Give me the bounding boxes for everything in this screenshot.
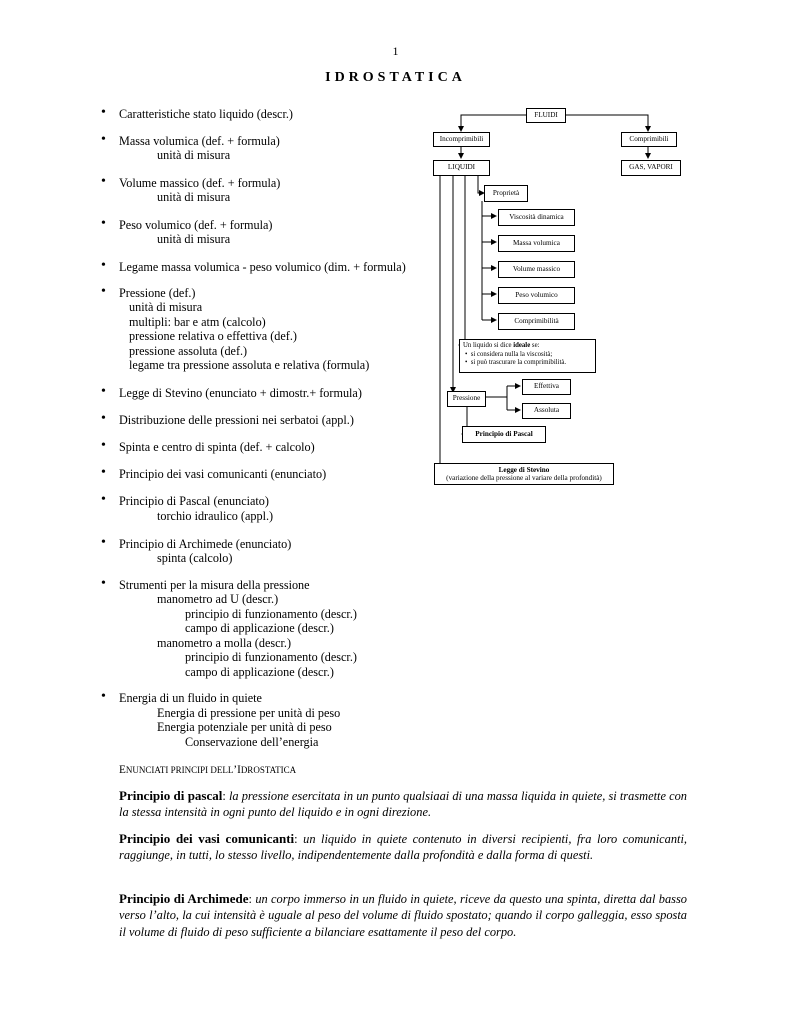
node-pressione: Pressione	[447, 391, 486, 407]
outline-subline: Conservazione dell’energia	[185, 735, 319, 749]
bullet: •	[101, 465, 106, 480]
bullet: •	[101, 174, 106, 189]
outline-subline: torchio idraulico (appl.)	[157, 509, 274, 523]
bullet: •	[101, 411, 106, 426]
bullet: •	[101, 284, 106, 299]
bullet: •	[101, 216, 106, 231]
outline-subline: Energia di pressione per unità di peso	[157, 706, 341, 720]
bullet: •	[101, 105, 106, 120]
bullet: •	[101, 384, 106, 399]
outline-subline: principio di funzionamento (descr.)	[185, 650, 357, 664]
outline-subline: pressione relativa o effettiva (def.)	[129, 329, 297, 343]
section-title	[119, 764, 296, 776]
outline-line: Principio dei vasi comunicanti (enunciato)	[119, 467, 327, 481]
node-proprieta: Proprietà	[484, 185, 528, 202]
outline-subline: unità di misura	[157, 190, 231, 204]
outline-line: Caratteristiche stato liquido (descr.)	[119, 107, 293, 121]
section-title-text-2: DROSTATICA	[240, 765, 297, 775]
principle-name: Principio dei vasi comunicanti	[119, 831, 295, 846]
node-peso-volumico: Peso volumico	[498, 287, 575, 304]
node-comprimibili: Comprimibili	[621, 132, 677, 147]
principle-separator: :	[222, 789, 229, 803]
node-incomprimibili: Incomprimibili	[433, 132, 490, 147]
section-title-initial-2: I	[237, 764, 241, 776]
node-viscosita: Viscosità dinamica	[498, 209, 575, 226]
outline-subline: manometro a molla (descr.)	[157, 636, 292, 650]
principle-text: la pressione esercitata in un punto qualsiaai di una massa liquida in quiete, si trasmette con la stessa intensità in ogni punto del liquido e in ogni direzione.	[119, 789, 687, 820]
outline-line: Peso volumico (def. + formula)	[119, 218, 273, 232]
outline-subline: campo di applicazione (descr.)	[185, 621, 334, 635]
outline-subline: Energia potenziale per unità di peso	[157, 720, 332, 734]
outline-line: Legame massa volumica - peso volumico (dim. + formula)	[119, 260, 406, 274]
outline-subline: legame tra pressione assoluta e relativa (formula)	[129, 358, 370, 372]
bullet: •	[101, 492, 106, 507]
node-liquido-ideale: Un liquido si dice ideale se: • si considera nulla la viscosità; • si può trascurare la comprimibilità.	[459, 339, 596, 373]
node-principio-pascal: Principio di Pascal	[462, 426, 546, 443]
outline-line: Legge di Stevino (enunciato + dimostr.+ formula)	[119, 386, 362, 400]
bullet: •	[101, 535, 106, 550]
bullet: •	[101, 132, 106, 147]
node-fluidi: FLUIDI	[526, 108, 566, 123]
bullet: •	[101, 689, 106, 704]
section-title-apostrophe: ’	[233, 764, 238, 776]
principle-text: un liquido in quiete contenuto in diversi recipienti, fra loro comunicanti, raggiunge, in tutti, lo stesso livello, indipendentemente dalla profondità e dalla forma di questi.	[119, 832, 688, 863]
outline-subline: campo di applicazione (descr.)	[185, 665, 334, 679]
node-gas-vapori: GAS, VAPORI	[621, 160, 681, 176]
principle-separator: :	[294, 832, 304, 846]
ideale-keyword: ideale	[513, 342, 531, 349]
outline-subline: multipli: bar e atm (calcolo)	[129, 315, 266, 329]
outline-subline: unità di misura	[157, 148, 231, 162]
outline-line: Strumenti per la misura della pressione	[119, 578, 310, 592]
outline-subline: pressione assoluta (def.)	[129, 344, 248, 358]
ideale-text-end: se:	[530, 342, 540, 349]
outline-subline: principio di funzionamento (descr.)	[185, 607, 357, 621]
ideale-condition-1: si considera nulla la viscosità;	[470, 350, 553, 358]
outline-line: Pressione (def.)	[119, 286, 196, 300]
principle-archimede	[119, 891, 687, 940]
principle-name: Principio di pascal	[119, 788, 223, 803]
outline-line: Massa volumica (def. + formula)	[119, 134, 280, 148]
outline-line: Distribuzione delle pressioni nei serbatoi (appl.)	[119, 413, 354, 427]
stevino-title: Legge di Stevino	[498, 466, 550, 474]
ideale-text: Un liquido si dice	[463, 342, 514, 349]
section-title-initial: E	[119, 764, 126, 776]
node-effettiva: Effettiva	[522, 379, 571, 395]
outline-subline: unità di misura	[129, 300, 203, 314]
outline-subline: manometro ad U (descr.)	[157, 592, 279, 606]
node-volume-massico: Volume massico	[498, 261, 575, 278]
page-number: 1	[392, 44, 399, 58]
principle-separator: :	[248, 892, 256, 906]
stevino-subtitle: (variazione della pressione al variare della profondità)	[446, 474, 602, 482]
bullet: •	[101, 438, 106, 453]
ideale-condition-2: si può trascurare la comprimibilità.	[470, 359, 567, 367]
outline-line: Principio di Archimede (enunciato)	[119, 537, 292, 551]
bullet: •	[101, 576, 106, 591]
bullet: •	[101, 258, 106, 273]
principle-pascal	[119, 788, 687, 821]
principle-name: Principio di Archimede	[119, 891, 249, 906]
node-legge-stevino	[434, 463, 614, 485]
outline-line: Energia di un fluido in quiete	[119, 691, 262, 705]
outline-line: Volume massico (def. + formula)	[119, 176, 281, 190]
node-liquidi: LIQUIDI	[433, 160, 490, 176]
node-massa-volumica: Massa volumica	[498, 235, 575, 252]
section-title-text: NUNCIATI PRINCIPI DELL	[125, 765, 234, 775]
node-assoluta: Assoluta	[522, 403, 571, 419]
principle-text: un corpo immerso in un fluido in quiete, riceve da questo una spinta, diretta dal basso verso l’alto, la cui intensità è uguale al peso del volume di fluido spostato; quando il corpo galleggia, esso sposta il volume di fluido di peso sufficiente a bilanciare esattamente il peso del corpo.	[119, 892, 688, 939]
outline-subline: spinta (calcolo)	[157, 551, 233, 565]
principle-vasi-comunicanti	[119, 831, 687, 864]
page-title: IDROSTATICA	[325, 70, 466, 85]
node-comprimibilita: Comprimibilità	[498, 313, 575, 330]
outline-line: Spinta e centro di spinta (def. + calcolo)	[119, 440, 315, 454]
outline-line: Principio di Pascal (enunciato)	[119, 494, 269, 508]
outline-subline: unità di misura	[157, 232, 231, 246]
